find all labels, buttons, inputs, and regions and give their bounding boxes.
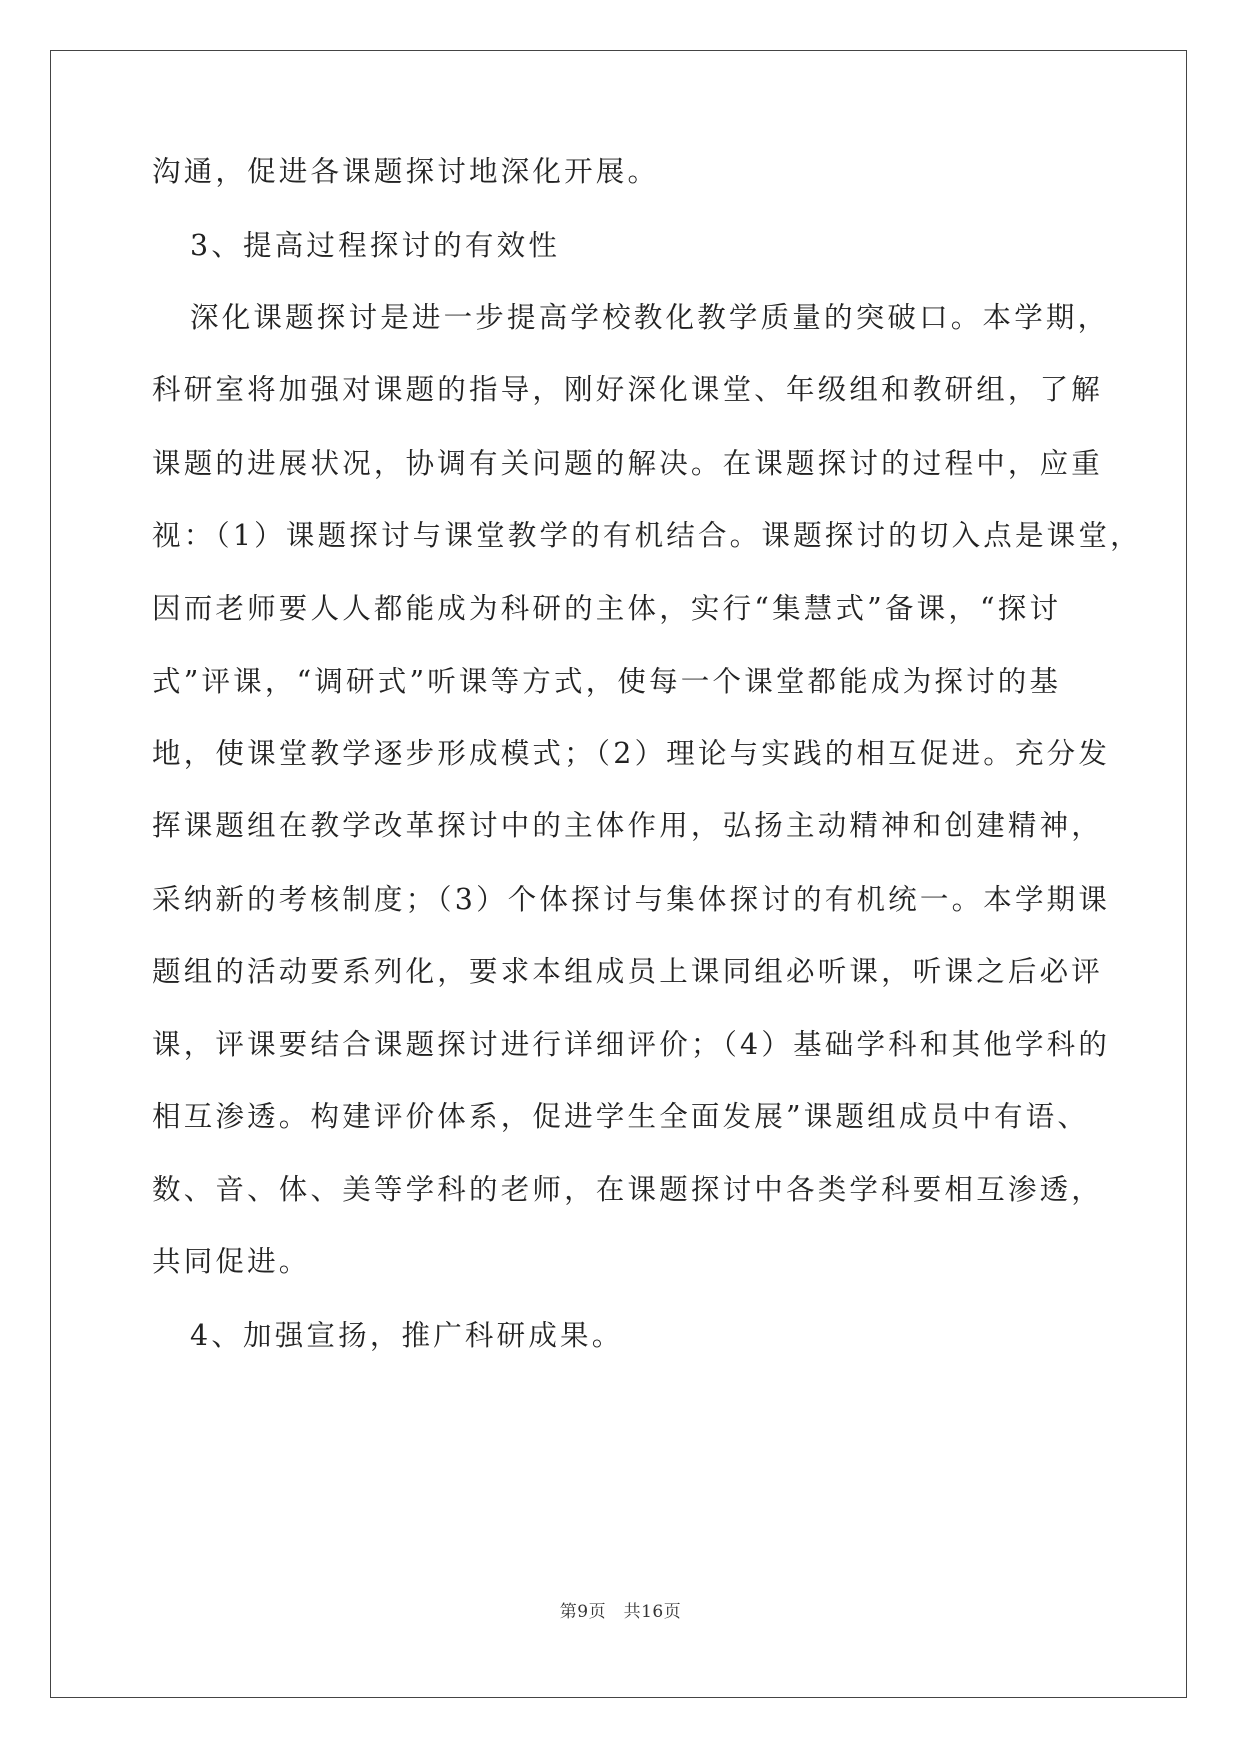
- body-text-line: 相互渗透。构建评价体系，促进学生全面发展”课题组成员中有语、: [152, 1100, 1090, 1133]
- body-text-line: 因而老师要人人都能成为科研的主体，实行“集慧式”备课，“探讨: [152, 592, 1062, 625]
- page-number-footer: 第9页 共16页: [559, 1602, 682, 1622]
- body-text-line: 地，使课堂教学逐步形成模式；（2）理论与实践的相互促进。充分发: [152, 737, 1111, 770]
- body-text-line: 课，评课要结合课题探讨进行详细评价；（4）基础学科和其他学科的: [152, 1028, 1111, 1061]
- body-text-line: 共同促进。: [152, 1245, 311, 1278]
- body-text-line: 挥课题组在教学改革探讨中的主体作用，弘扬主动精神和创建精神，: [152, 809, 1104, 842]
- body-text-line: 式”评课，“调研式”听课等方式，使每一个课堂都能成为探讨的基: [152, 665, 1062, 698]
- body-text-line: 科研室将加强对课题的指导，刚好深化课堂、年级组和教研组，了解: [152, 373, 1104, 406]
- body-text-line: 深化课题探讨是进一步提高学校教化教学质量的突破口。本学期，: [190, 301, 1110, 334]
- body-text-line: 采纳新的考核制度；（3）个体探讨与集体探讨的有机统一。本学期课: [152, 883, 1111, 916]
- body-text-line: 课题的进展状况，协调有关问题的解决。在课题探讨的过程中，应重: [152, 447, 1104, 480]
- section-heading: 3、提高过程探讨的有效性: [190, 229, 561, 262]
- body-text-line: 题组的活动要系列化，要求本组成员上课同组必听课，听课之后必评: [152, 955, 1104, 988]
- body-text-line: 数、音、体、美等学科的老师，在课题探讨中各类学科要相互渗透，: [152, 1173, 1104, 1206]
- section-heading: 4、加强宣扬，推广科研成果。: [190, 1319, 624, 1352]
- body-text-line: 沟通，促进各课题探讨地深化开展。: [152, 155, 660, 188]
- body-text-line: 视：（1）课题探讨与课堂教学的有机结合。课题探讨的切入点是课堂，: [152, 519, 1142, 552]
